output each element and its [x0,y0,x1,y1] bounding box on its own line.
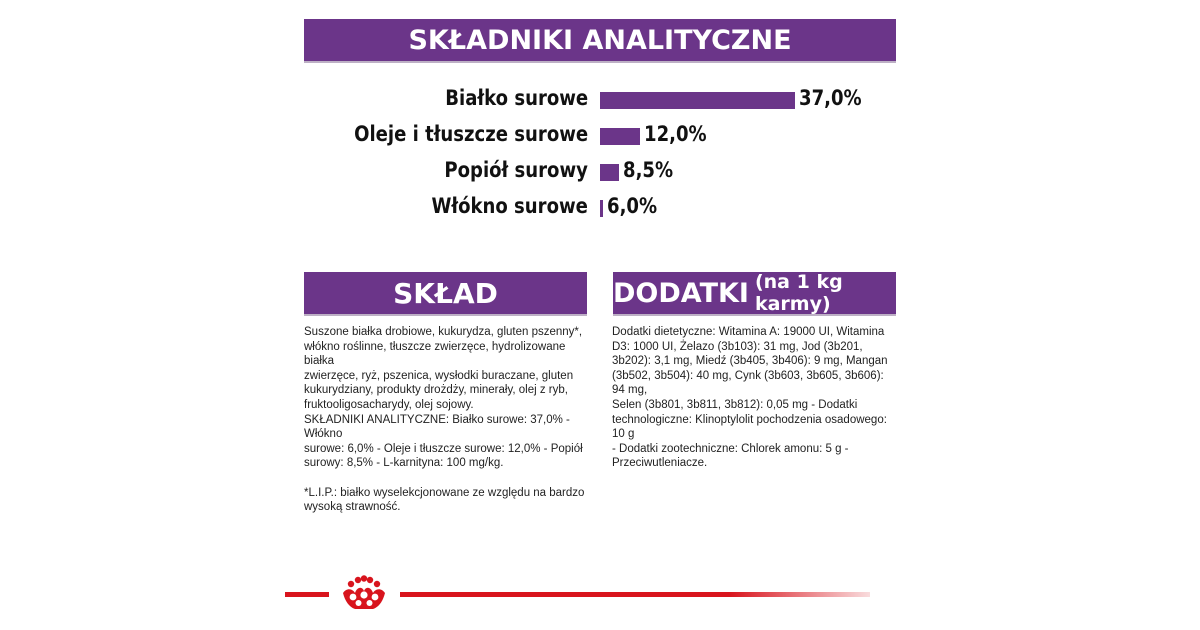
analytic-header-text: SKŁADNIKI ANALITYCZNE [408,24,792,56]
dodatki-section-header [613,272,896,314]
bar [600,128,640,145]
sklad-header-text: SKŁAD [393,276,498,310]
bar-label: Oleje i tłuszcze surowe [353,122,588,146]
footer-red-line-left [285,592,329,597]
dodatki-additives-text: Dodatki dietetyczne: Witamina A: 19000 UI, Witamina D3: 1000 UI, Żelazo (3b103): 31 mg, Jod (3b201, 3b202): 3,1 mg, Miedź (3b405, 3b406): 9 mg, Mangan (3b502, 3b504): 40 mg, Cynk (3b603, 3b605, 3b606): 94 mg, Selen (3b801, 3b811, 3b812): 0,05 mg - Dodatki technologiczne: Klinoptylolit pochodzenia osadowego: 10 g - Dodatki zootechniczne: Chlorek amonu: 5 g - Przeciwutleniacze. [612,326,888,470]
bar-value-label: 37,0% [799,86,862,110]
bar-value-label: 6,0% [607,194,658,218]
bar-label: Białko surowe [445,86,588,110]
analytic-bar-chart [0,0,1200,240]
bar [600,200,603,217]
bar-value-label: 8,5% [622,158,673,182]
sklad-ingredients-text: Suszone białka drobiowe, kukurydza, gluten pszenny*, włókno roślinne, tłuszcze zwierzęce, hydrolizowane białka zwierzęce, ryż, pszenica, wysłodki buraczane, gluten kukurydziany, produkty drożdży, minerały, olej z ryb, fruktooligosacharydy, olej sojowy. SKŁADNIKI ANALITYCZNE: Białko surowe: 37,0% - Włókno surowe: 6,0% - Oleje i tłuszcze surowe: 12,0% - Popiół surowy: 8,5% - L-karnityna: 100 mg/kg. *L.I.P.: białko wyselekcjonowane ze względu na bardzo wysoką strawność. [304,326,585,514]
bar-label: Włókno surowe [431,194,588,218]
sklad-section-header [304,272,587,314]
dodatki-header-text: DODATKI [613,277,749,309]
bar [600,92,795,109]
bar-value-label: 12,0% [644,122,707,146]
royal-canin-crown-icon [329,575,399,613]
dodatki-header-subtitle: (na 1 kg karmy) [754,271,843,315]
footer-red-line-right [400,592,870,597]
bar [600,164,619,181]
bar-label: Popiół surowy [444,158,588,182]
